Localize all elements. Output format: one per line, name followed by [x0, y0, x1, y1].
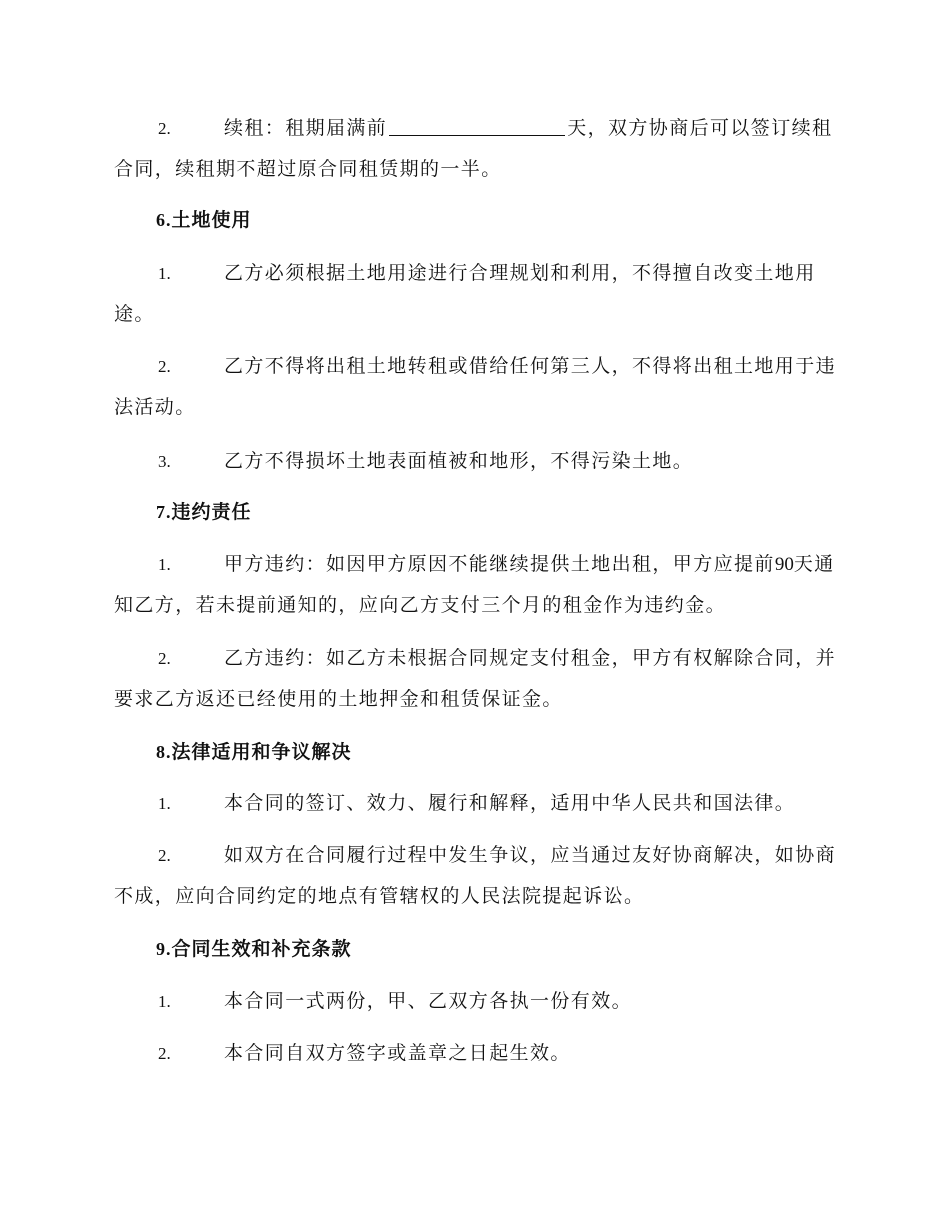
clause-6-2: 2. 乙方不得将出租土地转租或借给任何第三人，不得将出租土地用于违法活动。: [114, 355, 837, 418]
clause-9-1: 1. 本合同一式两份，甲、乙双方各执一份有效。: [158, 990, 633, 1012]
section-heading-land-use: 6.土地使用: [156, 209, 252, 231]
clause-6-1: 1. 乙方必须根据土地用途进行合理规划和利用，不得擅自改变土地用途。: [114, 262, 816, 325]
clause-8-2: 2. 如双方在合同履行过程中发生争议，应当通过友好协商解决，如协商不成，应向合同约定的地点有管辖权的人民法院提起诉讼。: [114, 844, 837, 907]
clause-number: 2.: [158, 119, 171, 138]
section-heading-effectiveness: 9.合同生效和补充条款: [156, 938, 352, 960]
clause-text: 天，双方协商后可以签订续租合同，续租期不超过原合同租赁期的一半。: [114, 117, 833, 180]
renewal-clause: [114, 108, 840, 189]
clause-6-3: 3. 乙方不得损坏土地表面植被和地形，不得污染土地。: [158, 450, 694, 472]
clause-text: 续租：租期届满前: [224, 117, 388, 139]
clause-7-1: 1. 甲方违约：如因甲方原因不能继续提供土地出租，甲方应提前90天通知乙方，若未提前通知的，应向乙方支付三个月的租金作为违约金。: [114, 553, 835, 616]
renewal-days-blank[interactable]: [389, 117, 565, 136]
clause-8-1: 1. 本合同的签订、效力、履行和解释，适用中华人民共和国法律。: [158, 792, 796, 814]
section-heading-law: 8.法律适用和争议解决: [156, 741, 352, 763]
clause-7-2: 2. 乙方违约：如乙方未根据合同规定支付租金，甲方有权解除合同，并要求乙方返还已经使用的土地押金和租赁保证金。: [114, 647, 837, 710]
clause-9-2: 2. 本合同自双方签字或盖章之日起生效。: [158, 1042, 571, 1064]
section-heading-breach: 7.违约责任: [156, 501, 252, 523]
